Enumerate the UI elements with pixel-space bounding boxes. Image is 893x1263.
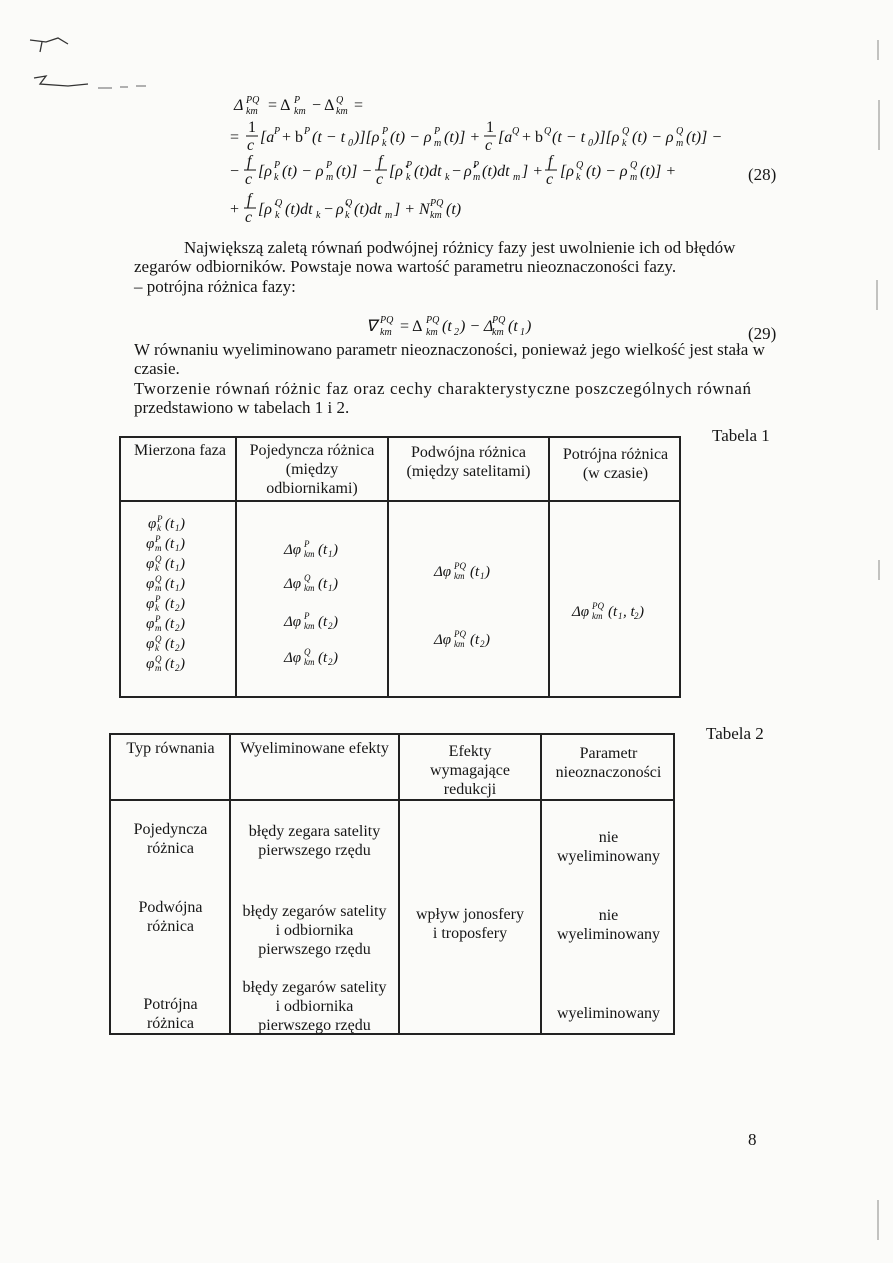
svg-text:0: 0 [348, 138, 353, 149]
svg-text:): ) [180, 616, 185, 632]
svg-text:): ) [526, 318, 532, 335]
t2-row1-param-l2: wyeliminowany [556, 848, 661, 865]
svg-text:φ: φ [146, 636, 155, 652]
svg-text:− Δ: − Δ [312, 97, 335, 114]
svg-text:1: 1 [618, 611, 623, 621]
svg-text:c: c [245, 171, 253, 188]
svg-text:m: m [473, 172, 481, 183]
t2-header-type: Typ równania [126, 740, 215, 757]
svg-text:∇: ∇ [366, 318, 377, 335]
svg-text:[ρ̇: [ρ̇ [258, 201, 272, 218]
svg-text:P: P [274, 126, 281, 137]
svg-text:(t: (t [165, 616, 175, 632]
svg-text:P: P [274, 160, 281, 171]
paragraph-2-line2: czasie. [134, 359, 180, 378]
svg-text:Q: Q [512, 126, 520, 137]
page-number: 8 [748, 1130, 757, 1149]
svg-text:+ b: + b [522, 129, 544, 146]
svg-text:1: 1 [328, 583, 333, 593]
t2-row2-param-l2: wyeliminowany [556, 926, 661, 943]
svg-text:Q: Q [155, 634, 162, 644]
svg-text:(t) − ρ: (t) − ρ [586, 163, 628, 180]
svg-text:ρ̇: ρ̇ [464, 163, 472, 180]
svg-text:k: k [157, 523, 161, 533]
svg-text:PQ: PQ [454, 629, 466, 639]
svg-text:1: 1 [175, 563, 180, 573]
svg-text:(t)] −: (t)] − [686, 129, 723, 146]
svg-text:(t) − ρ: (t) − ρ [282, 163, 324, 180]
svg-text:(t: (t [165, 516, 175, 532]
svg-text:P: P [406, 160, 413, 171]
svg-text:(t: (t [165, 636, 175, 652]
svg-text:[ρ: [ρ [258, 163, 272, 180]
svg-text:P: P [155, 534, 161, 544]
paragraph-3 [134, 379, 794, 417]
t1-header-double-l1: Podwójna różnica [410, 444, 527, 461]
phase-k-P-t1 [148, 514, 185, 533]
svg-text:1: 1 [480, 571, 485, 581]
svg-text:(t: (t [165, 536, 175, 552]
svg-text:(t: (t [318, 542, 328, 558]
scan-artifact-mark [28, 30, 168, 100]
t1-header-triple-l2: (w czasie) [582, 465, 649, 482]
svg-text:φ: φ [146, 616, 155, 632]
svg-text:Q: Q [345, 198, 353, 209]
svg-text:km: km [246, 106, 258, 117]
svg-text:2: 2 [328, 621, 333, 631]
svg-text:] +: ] + [522, 163, 544, 180]
svg-text:c: c [546, 171, 554, 188]
svg-text:(t: (t [608, 604, 618, 620]
svg-text:k: k [155, 643, 159, 653]
svg-text:c: c [247, 137, 255, 154]
svg-text:(t: (t [442, 318, 452, 335]
t2-header-reduction-l1: Efekty [448, 743, 492, 760]
svg-text:φ: φ [146, 576, 155, 592]
svg-text:Q: Q [304, 573, 311, 583]
svg-text:f: f [247, 153, 252, 170]
svg-text:2: 2 [328, 657, 333, 667]
equation-28-render [230, 92, 730, 232]
table-1-caption: Tabela 1 [712, 426, 770, 445]
svg-text:[a: [a [260, 129, 275, 146]
svg-text:−: − [324, 201, 334, 218]
single-P-t2 [283, 611, 338, 631]
t2-row2-elim-l3: pierwszego rzędu [258, 941, 371, 958]
svg-text:km: km [304, 549, 315, 559]
svg-text:k: k [345, 210, 350, 221]
svg-text:+: + [230, 201, 240, 218]
svg-text:[ρ̇: [ρ̇ [389, 163, 403, 180]
svg-text:Δφ: Δφ [284, 614, 302, 630]
svg-text:1: 1 [486, 119, 494, 136]
svg-text:f: f [247, 191, 252, 208]
t2-row2-type-l1: Podwójna [138, 899, 203, 916]
svg-text:PQ: PQ [492, 315, 506, 326]
svg-text:(t: (t [508, 318, 518, 335]
svg-text:(t)] −: (t)] − [336, 163, 373, 180]
svg-text:): ) [333, 576, 338, 592]
svg-text:] + N: ] + N [394, 201, 430, 218]
t2-row2-red-l1: wpływ jonosfery [416, 906, 524, 923]
svg-text:(t: (t [318, 576, 328, 592]
phase-m-Q-t2 [146, 654, 185, 673]
svg-text:k: k [576, 172, 581, 183]
t1-header-phase: Mierzona faza [134, 442, 226, 459]
paragraph-1-line2: zegarów odbiorników. Powstaje nowa wartość parametru nieoznaczoności fazy. [134, 257, 677, 276]
svg-text:0: 0 [588, 138, 593, 149]
svg-text:km: km [430, 210, 442, 221]
svg-text:m: m [513, 172, 521, 183]
svg-text:Q: Q [630, 160, 638, 171]
svg-text:km: km [492, 327, 504, 338]
t2-row3-type-l2: różnica [146, 1015, 195, 1032]
svg-text:m: m [155, 623, 162, 633]
svg-text:P: P [473, 160, 480, 171]
phase-m-Q-t1 [146, 574, 185, 593]
svg-text:(t)] +: (t)] + [444, 129, 481, 146]
t2-row1-type-l2: różnica [146, 840, 195, 857]
svg-text:km: km [294, 106, 306, 117]
svg-text:k: k [155, 563, 159, 573]
svg-text:PQ: PQ [430, 198, 444, 209]
svg-text:km: km [304, 583, 315, 593]
svg-text:Δφ: Δφ [572, 604, 590, 620]
t2-row3-elim-l3: pierwszego rzędu [258, 1017, 371, 1034]
t1-header-single-l1: Pojedyncza różnica [249, 442, 375, 459]
svg-text:φ: φ [146, 596, 155, 612]
svg-text:PQ: PQ [246, 95, 260, 106]
t2-header-reduction-l2: wymagające [430, 762, 510, 779]
svg-text:P: P [304, 539, 310, 549]
svg-text:m: m [630, 172, 638, 183]
svg-text:(t)dt: (t)dt [414, 163, 442, 180]
svg-text:f: f [378, 153, 383, 170]
single-P-t1 [283, 539, 338, 559]
t1-single-differences [280, 536, 380, 676]
t1-header-triple-l1: Potrójna różnica [562, 446, 669, 463]
svg-text:km: km [304, 657, 315, 667]
svg-text:km: km [380, 327, 392, 338]
t2-header-ambiguity-l1: Parametr [579, 745, 638, 762]
svg-text:=: = [354, 97, 364, 114]
t1-triple-difference [570, 596, 680, 626]
paragraph-2 [134, 340, 794, 378]
svg-text:): ) [180, 576, 185, 592]
paragraph-1-line1: Największą zaletą równań podwójnej różnicy fazy jest uwolnienie ich od błędów [184, 238, 736, 257]
svg-text:Δφ: Δφ [284, 542, 302, 558]
t2-row2-elim-l2: i odbiornika [275, 922, 354, 939]
svg-text:(t)dt: (t)dt [354, 201, 382, 218]
svg-text:k: k [406, 172, 411, 183]
t2-header-reduction-l3: redukcji [443, 781, 497, 798]
svg-text:P: P [382, 126, 389, 137]
t2-row2-elim-l1: błędy zegarów satelity [242, 903, 387, 920]
svg-text:Δφ: Δφ [434, 632, 452, 648]
svg-text:Q: Q [155, 654, 162, 664]
svg-text:φ: φ [146, 656, 155, 672]
svg-text:(t): (t) [446, 201, 462, 218]
svg-text:): ) [333, 614, 338, 630]
svg-text:): ) [639, 604, 644, 620]
svg-text:k: k [316, 210, 321, 221]
svg-text:2: 2 [175, 603, 180, 613]
svg-text:(t)dt: (t)dt [482, 163, 510, 180]
svg-text:(t)] +: (t)] + [640, 163, 677, 180]
paragraph-3-line2: przedstawiono w tabelach 1 i 2. [134, 398, 350, 417]
svg-text:m: m [155, 583, 162, 593]
svg-text:k: k [275, 210, 280, 221]
svg-text:km: km [426, 327, 438, 338]
double-PQ-t1 [433, 561, 490, 581]
svg-text:Q: Q [155, 574, 162, 584]
svg-text:2: 2 [454, 327, 459, 338]
svg-text:Q: Q [275, 198, 283, 209]
t2-row1-param-l1: nie [598, 829, 619, 846]
svg-text:): ) [180, 596, 185, 612]
svg-text:(t)dt: (t)dt [285, 201, 313, 218]
svg-text:k: k [445, 172, 450, 183]
svg-text:(t: (t [165, 556, 175, 572]
svg-text:)][ρ: )][ρ [594, 129, 620, 146]
svg-text:(t: (t [165, 576, 175, 592]
phase-m-P-t2 [146, 614, 185, 633]
svg-text:): ) [180, 516, 185, 532]
svg-text:Δφ: Δφ [284, 576, 302, 592]
t1-header-single-l3: odbiornikami) [266, 480, 358, 497]
svg-text:k: k [622, 138, 627, 149]
list-item-triple-difference: – potrójna różnica fazy: [134, 277, 296, 296]
svg-text:PQ: PQ [592, 601, 604, 611]
svg-text:): ) [485, 564, 490, 580]
svg-text:P: P [304, 126, 311, 137]
svg-text:k: k [155, 603, 159, 613]
svg-text:[ρ: [ρ [560, 163, 574, 180]
svg-text:Δφ: Δφ [284, 650, 302, 666]
t1-double-differences [430, 556, 540, 666]
svg-text:m: m [326, 172, 334, 183]
svg-text:Q: Q [622, 126, 630, 137]
svg-text:(t: (t [470, 632, 480, 648]
single-Q-t1 [283, 573, 338, 593]
t2-row1-type-l1: Pojedyncza [133, 821, 208, 838]
svg-text:1: 1 [520, 327, 525, 338]
svg-text:): ) [333, 542, 338, 558]
svg-text:km: km [304, 621, 315, 631]
scan-edge-marks [872, 40, 886, 1240]
t1-header-double-l2: (między satelitami) [406, 463, 531, 480]
svg-text:2: 2 [175, 643, 180, 653]
equation-29-number: (29) [748, 324, 777, 343]
svg-text:2: 2 [480, 639, 485, 649]
phase-k-P-t2 [146, 594, 185, 613]
svg-text:Q: Q [304, 647, 311, 657]
svg-text:= Δ: = Δ [400, 318, 423, 335]
svg-text:P: P [434, 126, 441, 137]
svg-text:(t − t: (t − t [312, 129, 346, 146]
single-Q-t2 [283, 647, 338, 667]
svg-text:(t: (t [470, 564, 480, 580]
svg-text:1: 1 [175, 543, 180, 553]
svg-text:, t: , t [623, 604, 635, 620]
svg-text:): ) [180, 536, 185, 552]
svg-text:) − Δ: ) − Δ [460, 318, 494, 335]
svg-text:k: k [382, 138, 387, 149]
svg-text:(t: (t [165, 656, 175, 672]
svg-text:P: P [326, 160, 333, 171]
paragraph-2-line1: W równaniu wyeliminowano parametr nieoznaczoności, ponieważ jego wielkość jest stała w [134, 340, 765, 359]
svg-text:1: 1 [175, 583, 180, 593]
svg-text:m: m [676, 138, 684, 149]
svg-text:): ) [180, 656, 185, 672]
t2-row2-red-l2: i troposfery [432, 925, 508, 942]
svg-text:P: P [294, 95, 301, 106]
phase-k-Q-t1 [146, 554, 185, 573]
svg-text:m: m [155, 663, 162, 673]
t2-header-eliminated: Wyeliminowane efekty [240, 740, 389, 757]
svg-text:1: 1 [175, 523, 180, 533]
t1-measured-phases [140, 512, 230, 688]
svg-text:PQ: PQ [426, 315, 440, 326]
svg-text:φ: φ [146, 536, 155, 552]
phase-m-P-t1 [146, 534, 185, 553]
svg-text:−: − [230, 163, 240, 180]
svg-text:PQ: PQ [380, 315, 394, 326]
t2-header-ambiguity-l2: nieoznaczoności [555, 764, 662, 781]
svg-text:(t − t: (t − t [552, 129, 586, 146]
svg-text:(t: (t [318, 614, 328, 630]
svg-text:P: P [304, 611, 310, 621]
svg-text:PQ: PQ [454, 561, 466, 571]
svg-text:ρ̇: ρ̇ [336, 201, 344, 218]
svg-text:+ b: + b [282, 129, 304, 146]
paragraph-1 [134, 238, 774, 276]
svg-text:k: k [274, 172, 279, 183]
svg-text:P: P [155, 594, 161, 604]
t2-row1-elim-l1: błędy zegara satelity [248, 823, 381, 840]
svg-text:Q: Q [676, 126, 684, 137]
double-PQ-t2 [433, 629, 490, 649]
svg-text:P: P [155, 614, 161, 624]
svg-text:Q: Q [336, 95, 344, 106]
svg-text:(t) − ρ: (t) − ρ [632, 129, 674, 146]
svg-text:(t: (t [165, 596, 175, 612]
t2-row1-elim-l2: pierwszego rzędu [258, 842, 371, 859]
svg-text:m: m [155, 543, 162, 553]
svg-text:c: c [245, 209, 253, 226]
paragraph-3-line1: Tworzenie równań różnic faz oraz cechy charakterystyczne poszczególnych równań [134, 379, 752, 398]
equation-29-render [364, 311, 564, 343]
svg-text:2: 2 [175, 623, 180, 633]
svg-text:Δφ: Δφ [434, 564, 452, 580]
t2-row2-param-l1: nie [598, 907, 619, 924]
svg-text:km: km [336, 106, 348, 117]
svg-text:[a: [a [498, 129, 513, 146]
svg-text:Δ: Δ [234, 97, 244, 114]
svg-text:): ) [180, 636, 185, 652]
phase-k-Q-t2 [146, 634, 185, 653]
svg-text:φ: φ [148, 516, 157, 532]
svg-text:m: m [385, 210, 393, 221]
svg-text:m: m [434, 138, 442, 149]
svg-text:P: P [157, 514, 163, 524]
svg-text:1: 1 [328, 549, 333, 559]
svg-text:1: 1 [248, 119, 256, 136]
table-2-caption: Tabela 2 [706, 724, 764, 743]
svg-text:2: 2 [634, 611, 639, 621]
svg-text:φ: φ [146, 556, 155, 572]
svg-text:2: 2 [175, 663, 180, 673]
svg-text:(t) − ρ: (t) − ρ [390, 129, 432, 146]
svg-text:f: f [548, 153, 553, 170]
svg-text:km: km [454, 639, 465, 649]
svg-text:km: km [454, 571, 465, 581]
svg-text:km: km [592, 611, 603, 621]
t2-row3-elim-l2: i odbiornika [275, 998, 354, 1015]
t2-row3-type-l1: Potrójna [143, 996, 198, 1013]
svg-text:c: c [376, 171, 384, 188]
equation-28-number: (28) [748, 165, 777, 184]
svg-text:): ) [180, 556, 185, 572]
svg-text:): ) [333, 650, 338, 666]
t2-row3-elim-l1: błędy zegarów satelity [242, 979, 387, 996]
svg-text:Q: Q [576, 160, 584, 171]
svg-text:c: c [485, 137, 493, 154]
svg-text:= Δ: = Δ [268, 97, 291, 114]
svg-text:Q: Q [544, 126, 552, 137]
svg-text:)][ρ: )][ρ [354, 129, 380, 146]
svg-text:): ) [485, 632, 490, 648]
t2-row2-type-l2: różnica [146, 918, 195, 935]
svg-text:Q: Q [155, 554, 162, 564]
svg-text:=: = [230, 129, 240, 146]
t1-header-single-l2: (między [285, 461, 339, 478]
t2-row3-param-l1: wyeliminowany [556, 1005, 661, 1022]
svg-text:(t: (t [318, 650, 328, 666]
svg-text:−: − [452, 163, 462, 180]
